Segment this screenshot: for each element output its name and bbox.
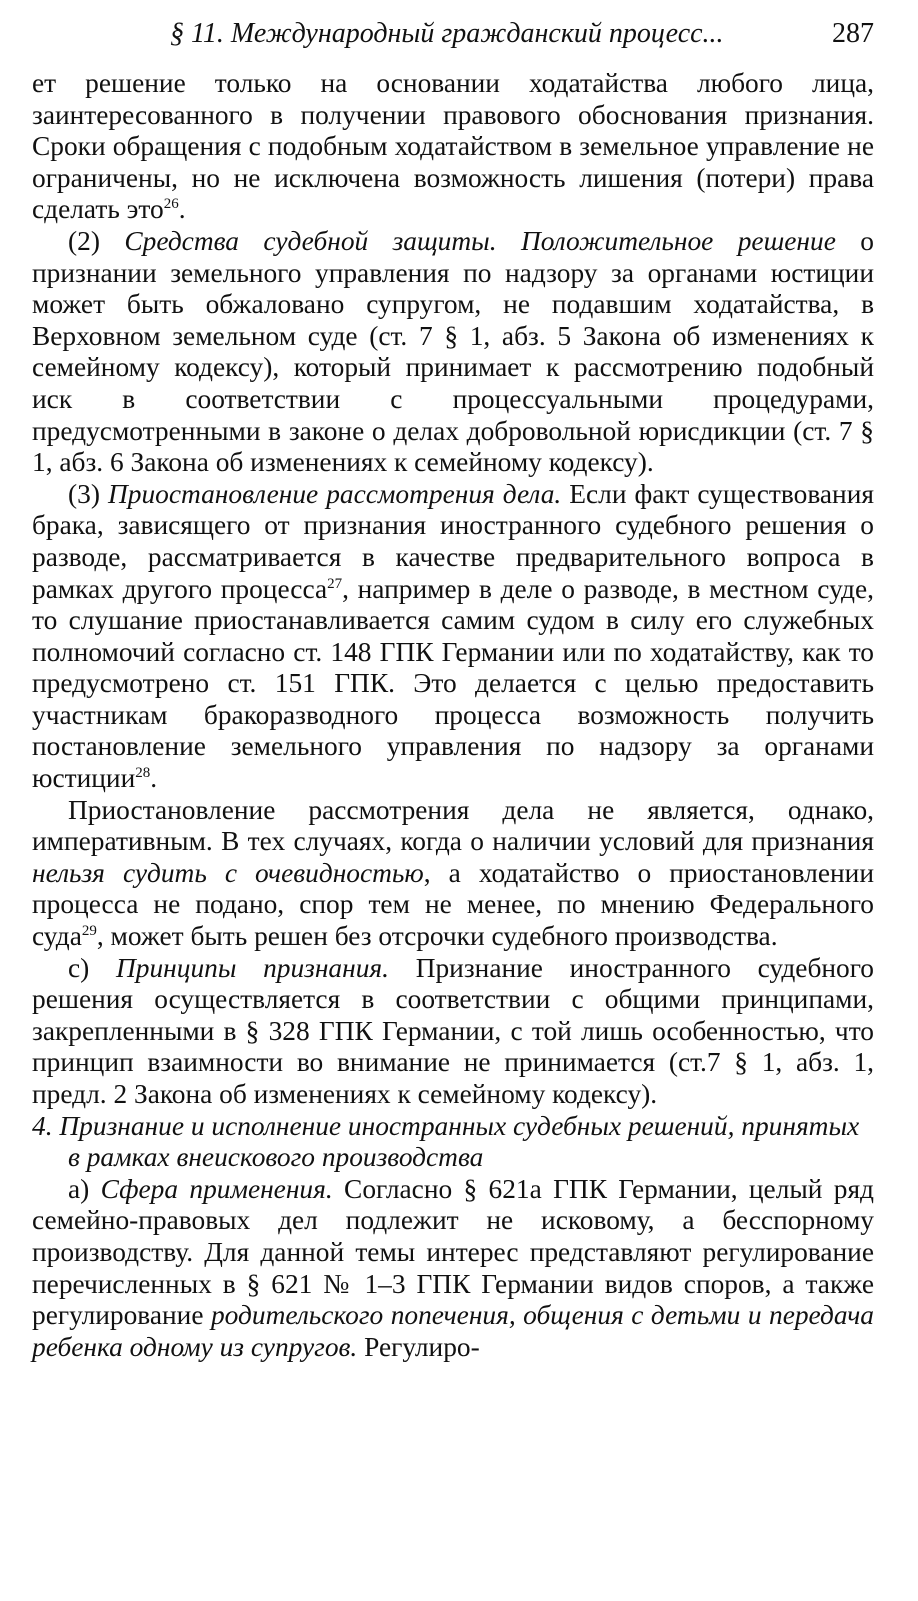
paragraph-legal-remedies: (2) Средства судебной защиты. Положительное решение о признании земельного управления по надзору за органами юстиции может быть обжаловано супругом, не подавшим ходатайства, в Верховном земельном суде (ст. 7 § 1, абз. 5 Закона об изменениях к семейному кодексу), который принимает к рассмотрению подобный иск в соответствии с процессуальными процедурами, предусмотренными в законе о делах добровольной юрисдикции (ст. 7 § 1, абз. 6 Закона об изменениях к семейному кодексу). [32, 225, 874, 478]
paragraph-suspension-not-mandatory: Приостановление рассмотрения дела не является, однако, императивным. В тех случаях, когда о наличии условий для признания нельзя судить с очевидностью, а ходатайство о приостановлении процесса не подано, спор тем не менее, по мнению Федерального суда$^{29}$, может быть решен без отсрочки судебного производства. [32, 794, 874, 952]
body-text [32, 68, 874, 1363]
paragraph-suspension: (3) Приостановление рассмотрения дела. Если факт существования брака, зависящего от признания иностранного судебного решения о разводе, рассматривается в качестве предварительного вопроса в рамках другого процесса$^{27}$, например в деле о разводе, в местном суде, то слушание приостанавливается самим судом в силу его служебных полномочий согласно ст. 148 ГПК Германии или по ходатайству, как то предусмотрено ст. 151 ГПК. Это делается с целью предоставить участникам бракоразводного процесса возможность получить постановление земельного управления по надзору за органами юстиции$^{28}$. [32, 478, 874, 794]
paragraph-scope: а) Сфера применения. Согласно § 621а ГПК Германии, целый ряд семейно-правовых дел подлежит не исковому, а бесспорному производству. Для данной темы интерес представляют регулирование перечисленных в § 621 № 1–3 ГПК Германии видов споров, а также регулирование родительского попечения, общения с детьми и передача ребенка одному из супругов. Регулиро- [32, 1173, 874, 1362]
footnote-ref-29: 29 [81, 922, 97, 939]
footnote-ref-27: 27 [327, 575, 343, 592]
subheading-recognition-principles: Принципы признания. [115, 952, 389, 983]
emphasis-not-obvious: нельзя судить с очевидностью [32, 857, 424, 888]
subheading-suspension: Приостановление рассмотрения дела. [107, 478, 562, 509]
running-header-title: § 11. Международный гражданский процесс... [170, 18, 724, 49]
emphasis-parental-care: родительского попечения, общения с детьми и передача ребенка одному из супругов. [32, 1300, 874, 1362]
book-page [32, 14, 874, 1363]
page-number: 287 [832, 18, 874, 49]
section-heading-4: 4. Признание и исполнение иностранных судебных решений, принятых в рамках внеискового производства [32, 1110, 860, 1173]
emphasis-positive-decision: Положительное решение [520, 225, 836, 256]
footnote-ref-28: 28 [135, 764, 151, 781]
subheading-legal-remedies: Средства судебной защиты. [124, 225, 497, 256]
paragraph-continuation: ет решение только на основании ходатайства любого лица, заинтересованного в получении правового обоснования признания. Сроки обращения с подобным ходатайством в земельное управление не ограничены, но не исключена возможность лишения (потери) права сделать это$^{26}$. [32, 68, 874, 225]
footnote-ref-26: 26 [163, 196, 179, 213]
running-header [32, 14, 874, 54]
subheading-scope: Сфера применения. [100, 1173, 333, 1204]
paragraph-recognition-principles: с) Принципы признания. Признание иностранного судебного решения осуществляется в соответствии с общими принципами, закрепленными в § 328 ГПК Германии, с той лишь особенностью, что принцип взаимности во внимание не принимается (ст.7 § 1, абз. 1, предл. 2 Закона об изменениях к семейному кодексу). [32, 952, 874, 1109]
